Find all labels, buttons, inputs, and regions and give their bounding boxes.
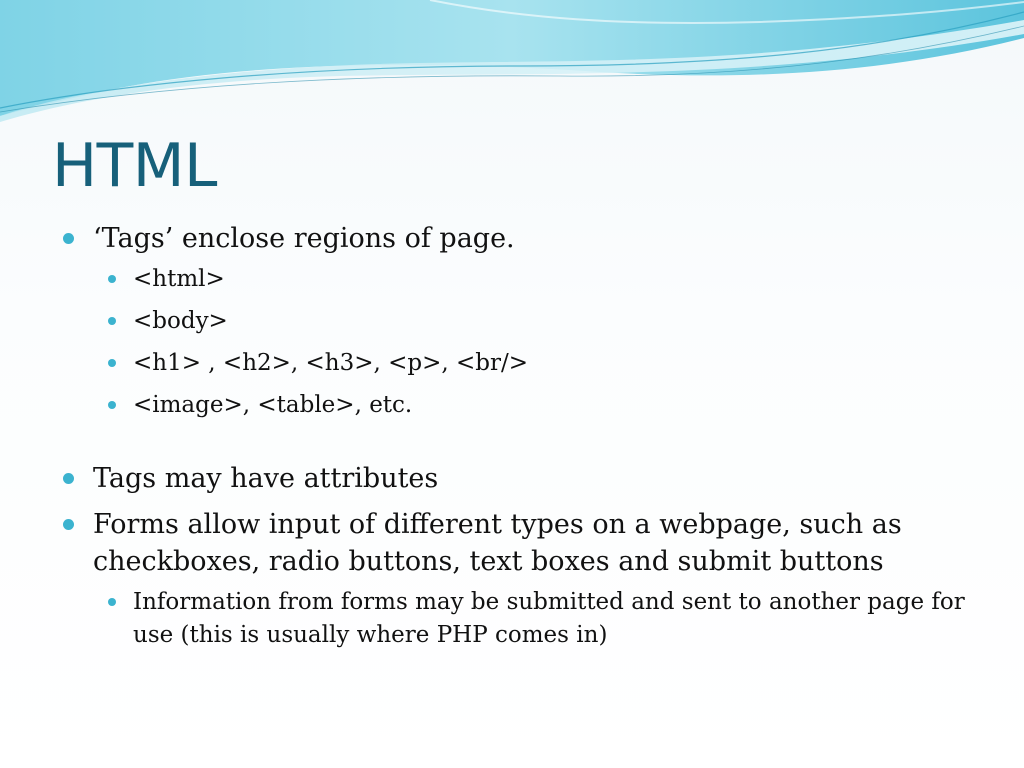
bullet-dot-icon [108, 275, 116, 283]
bullet-text: Forms allow input of different types on a webpage, such as checkboxes, radio buttons, text boxes and submit buttons [93, 509, 902, 577]
slide-body [60, 220, 1000, 652]
bullet-dot-icon [63, 233, 74, 244]
slide-title: HTML [52, 131, 217, 201]
bullet-dot-icon [63, 519, 74, 530]
sub-bullet-image-table-tags [60, 389, 1000, 422]
bullet-tags-enclose [60, 220, 1000, 257]
bullet-dot-icon [108, 317, 116, 325]
bullet-dot-icon [108, 401, 116, 409]
sub-bullet-body-tag [60, 305, 1000, 338]
sub-bullet-text: <image>, <table>, etc. [133, 392, 413, 418]
sub-bullet-text: <body> [133, 308, 228, 334]
sub-bullet-text: Information from forms may be submitted and sent to another page for use (this is usually where PHP comes in) [133, 589, 965, 648]
sub-bullet-heading-tags [60, 347, 1000, 380]
bullet-text: Tags may have attributes [93, 463, 439, 494]
bullet-dot-icon [63, 473, 74, 484]
bullet-tags-attributes [60, 460, 1000, 497]
bullet-forms [60, 506, 1000, 580]
sub-bullet-forms-submitted [60, 586, 1000, 652]
sub-bullet-html-tag [60, 263, 1000, 296]
bullet-text: ‘Tags’ enclose regions of page. [93, 223, 515, 254]
bullet-dot-icon [108, 598, 116, 606]
header-wave-decoration [0, 0, 1024, 130]
sub-bullet-text: <html> [133, 266, 225, 292]
sub-bullet-text: <h1> , <h2>, <h3>, <p>, <br/> [133, 350, 529, 376]
bullet-dot-icon [108, 359, 116, 367]
